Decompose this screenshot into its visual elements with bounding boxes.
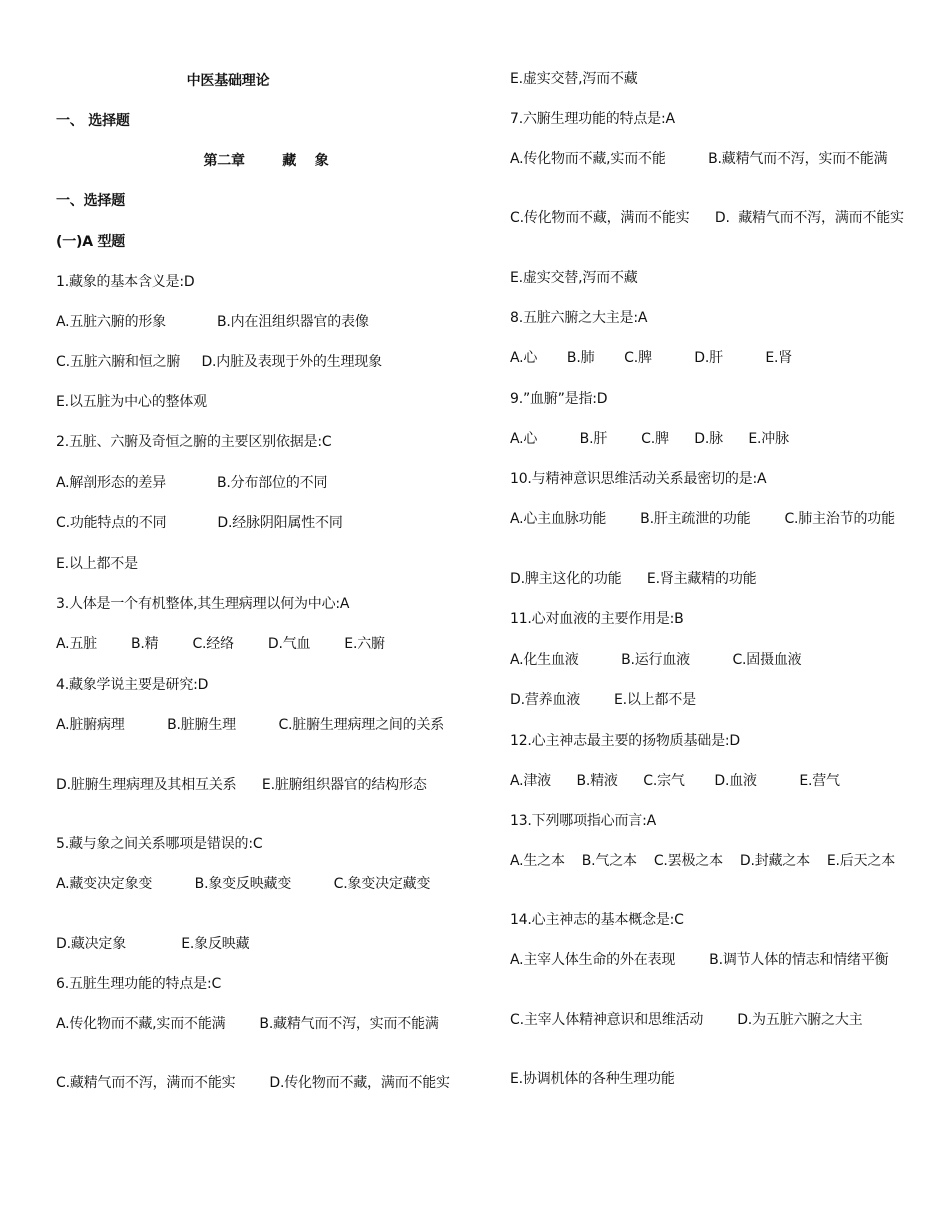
answer-options: A.心 B.肝 C.脾 D.脉 E.冲脉 — [510, 431, 789, 447]
question: 13.下列哪项指心而言:A — [510, 813, 656, 829]
answer-options: E.以上都不是 — [56, 556, 138, 572]
document-title: 中医基础理论 — [186, 73, 270, 89]
question: 10.与精神意识思维活动关系最密切的是:A — [510, 471, 767, 487]
answer-options: E.以五脏为中心的整体观 — [56, 394, 207, 410]
answer-options: A.传化物而不藏,实而不能 B.藏精气而不泻，实而不能满 — [510, 151, 888, 167]
question: 7.六腑生理功能的特点是:A — [510, 111, 675, 127]
answer-options: A.藏变决定象变 B.象变反映藏变 C.象变决定藏变 — [56, 876, 431, 892]
chapter-heading: 第二章 藏 象 — [203, 153, 329, 169]
answer-options: A.心 B.肺 C.脾 D.肝 E.肾 — [510, 350, 793, 366]
answer-options: D.藏决定象 E.象反映藏 — [56, 936, 250, 952]
answer-options: A.五脏六腑的形象 B.内在沮组织器官的表像 — [56, 314, 369, 330]
answer-options: E.协调机体的各种生理功能 — [510, 1071, 675, 1087]
answer-options: A.心主血脉功能 B.肝主疏泄的功能 C.肺主治节的功能 — [510, 511, 895, 527]
question: 9.”血腑”是指:D — [510, 391, 608, 407]
question: 5.藏与象之间关系哪项是错误的:C — [56, 836, 263, 852]
answer-options: A.脏腑病理 B.脏腑生理 C.脏腑生理病理之间的关系 — [56, 717, 445, 733]
question: 2.五脏、六腑及奇恒之腑的主要区别依据是:C — [56, 434, 332, 450]
answer-options: A.津液 B.精液 C.宗气 D.血液 E.营气 — [510, 773, 840, 789]
answer-options: A.化生血液 B.运行血液 C.固摄血液 — [510, 652, 802, 668]
answer-options: C.主宰人体精神意识和思维活动 D.为五脏六腑之大主 — [510, 1012, 863, 1028]
answer-options: D.营养血液 E.以上都不是 — [510, 692, 696, 708]
question: 11.心对血液的主要作用是:B — [510, 611, 684, 627]
section-heading: 一、 选择题 — [56, 113, 130, 129]
question: 6.五脏生理功能的特点是:C — [56, 976, 222, 992]
question: 3.人体是一个有机整体,其生理病理以何为中心:A — [56, 596, 350, 612]
answer-options: D.脾主这化的功能 E.肾主藏精的功能 — [510, 571, 757, 587]
question: 12.心主神志最主要的扬物质基础是:D — [510, 733, 740, 749]
answer-options: D.脏腑生理病理及其相互关系 E.脏腑组织器官的结构形态 — [56, 777, 427, 793]
subsection-heading: (一)A 型题 — [56, 234, 126, 250]
answer-options: C.传化物而不藏，满而不能实 D. 藏精气而不泻，满而不能实 — [510, 210, 904, 226]
answer-options: C.藏精气而不泻，满而不能实 D.传化物而不藏，满而不能实 — [56, 1075, 450, 1091]
question: 1.藏象的基本含义是:D — [56, 274, 195, 290]
answer-options: E.虚实交替,泻而不藏 — [510, 270, 638, 286]
answer-options: C.功能特点的不同 D.经脉阴阳属性不同 — [56, 515, 343, 531]
section-heading: 一、选择题 — [56, 193, 125, 209]
question: 4.藏象学说主要是研究:D — [56, 677, 209, 693]
answer-options: E.虚实交替,泻而不藏 — [510, 71, 638, 87]
answer-options: A.生之本 B.气之本 C.罢极之本 D.封藏之本 E.后天之本 — [510, 853, 895, 869]
answer-options: C.五脏六腑和恒之腑 D.内脏及表现于外的生理现象 — [56, 354, 382, 370]
answer-options: A.解剖形态的差异 B.分布部位的不同 — [56, 475, 328, 491]
answer-options: A.主宰人体生命的外在表现 B.调节人体的情志和情绪平衡 — [510, 952, 889, 968]
answer-options: A.五脏 B.精 C.经络 D.气血 E.六腑 — [56, 636, 385, 652]
answer-options: A.传化物而不藏,实而不能满 B.藏精气而不泻，实而不能满 — [56, 1016, 439, 1032]
question: 14.心主神志的基本概念是:C — [510, 912, 684, 928]
question: 8.五脏六腑之大主是:A — [510, 310, 648, 326]
